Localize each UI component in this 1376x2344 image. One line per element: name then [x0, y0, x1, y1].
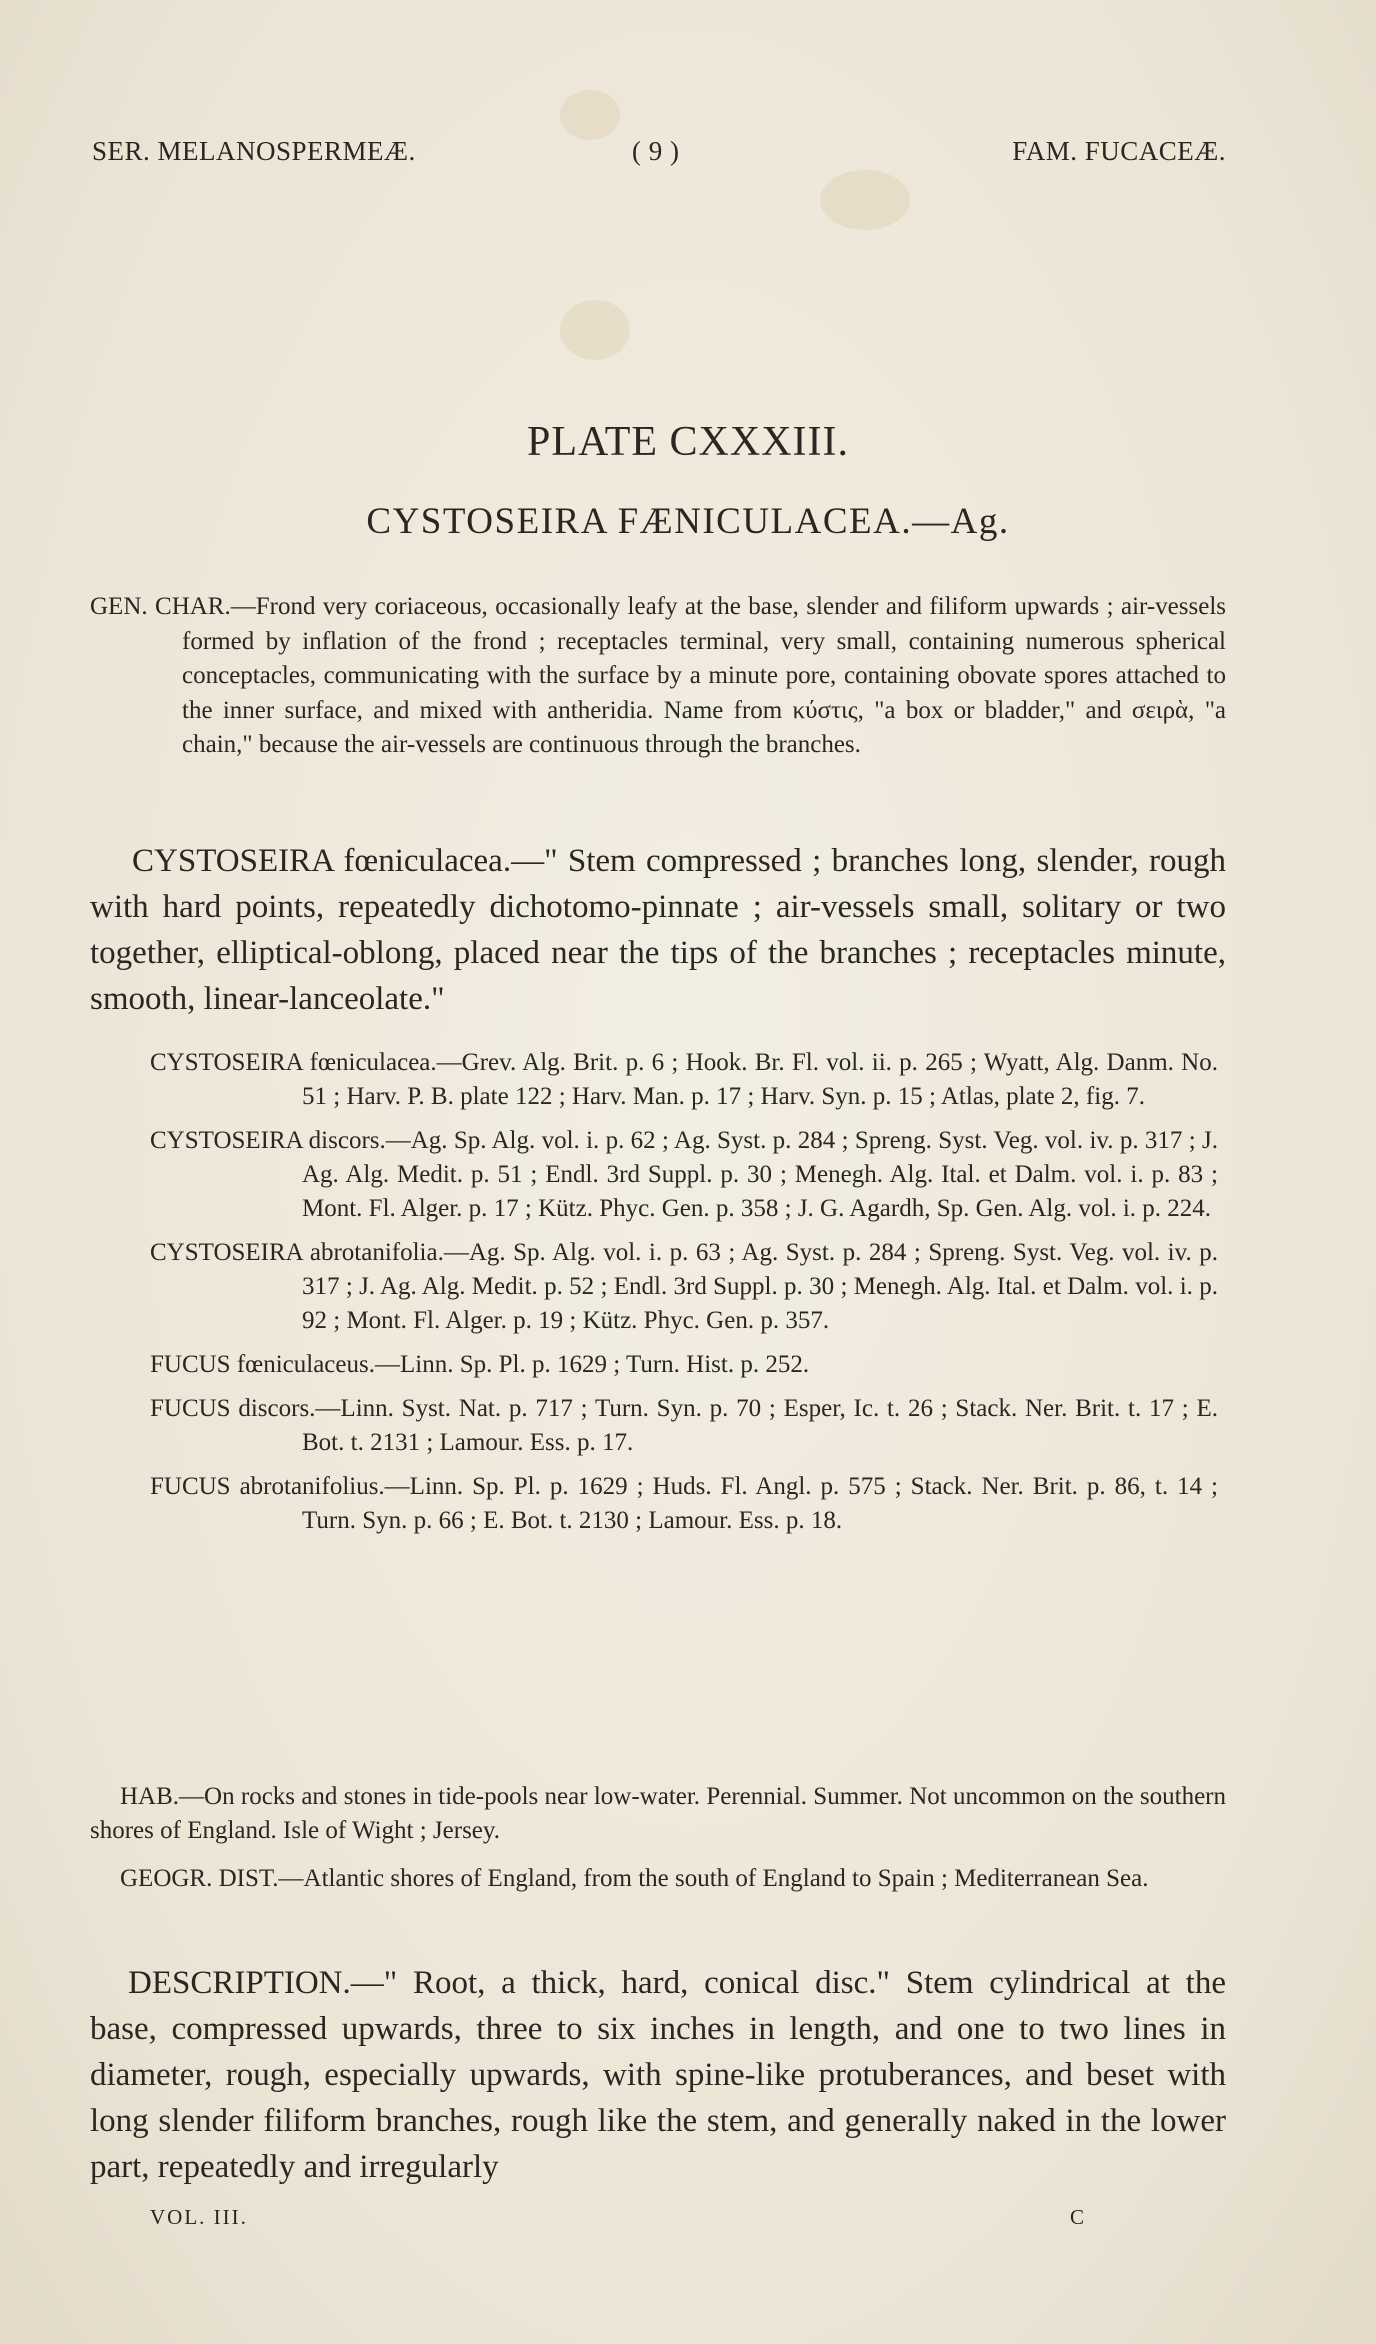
- generic-character-text: GEN. CHAR.—Frond very coriaceous, occasionally leafy at the base, slender and filiform upwards ; air-vessels formed by inflation of the frond ; receptacles terminal, very small, containing numerous spherical conceptacles, communicating with the surface by a minute pore, containing obovate spores attached to the inner surface, and mixed with antheridia. Name from κύστις, "a box or bladder," and σειρὰ, "a chain," because the air-vessels are continuous through the branches.: [90, 593, 1226, 758]
- synonym-entry: CYSTOSEIRA fœniculacea.—Grev. Alg. Brit. p. 6 ; Hook. Br. Fl. vol. ii. p. 265 ; Wyatt, Alg. Danm. No. 51 ; Harv. P. B. plate 122 ; Harv. Man. p. 17 ; Harv. Syn. p. 15 ; Atlas, plate 2, fig. 7.: [150, 1049, 1218, 1110]
- diagnosis-text: CYSTOSEIRA fœniculacea.—" Stem compressed ; branches long, slender, rough with hard points, repeatedly dichotomo-pinnate ; air-vessels small, solitary or two together, elliptical-oblong, placed near the tips of the branches ; receptacles minute, smooth, linear-lanceolate.": [90, 843, 1226, 1017]
- synonymy-list: [150, 1046, 1218, 1548]
- page-number: ( 9 ): [632, 136, 680, 166]
- synonym-entry: CYSTOSEIRA abrotanifolia.—Ag. Sp. Alg. vol. i. p. 63 ; Ag. Syst. p. 284 ; Spreng. Syst. Veg. vol. iv. p. 317 ; J. Ag. Alg. Medit. p. 52 ; Endl. 3rd Suppl. p. 30 ; Menegh. Alg. Ital. et Dalm. vol. i. p. 92 ; Mont. Fl. Alger. p. 19 ; Kütz. Phyc. Gen. p. 357.: [150, 1239, 1218, 1334]
- synonym-entry: CYSTOSEIRA discors.—Ag. Sp. Alg. vol. i. p. 62 ; Ag. Syst. p. 284 ; Spreng. Syst. Veg. vol. iv. p. 317 ; J. Ag. Alg. Medit. p. 51 ; Endl. 3rd Suppl. p. 30 ; Menegh. Alg. Ital. et Dalm. vol. i. p. 83 ; Mont. Fl. Alger. p. 17 ; Kütz. Phyc. Gen. p. 358 ; J. G. Agardh, Sp. Gen. Alg. vol. i. p. 224.: [150, 1127, 1218, 1222]
- distribution-text: GEOGR. DIST.—Atlantic shores of England, from the south of England to Spain ; Mediterranean Sea.: [120, 1865, 1149, 1892]
- foxing-stain: [820, 170, 910, 230]
- family-heading: FAM. FUCACEÆ.: [1012, 136, 1226, 166]
- description: [90, 1960, 1226, 2190]
- habitat-distribution: [90, 1780, 1226, 1910]
- signature-mark: C: [1069, 2205, 1086, 2229]
- species-title: CYSTOSEIRA FÆNICULACEA.—Ag.: [366, 501, 1010, 542]
- habitat-text: HAB.—On rocks and stones in tide-pools near low-water. Perennial. Summer. Not uncommon on the southern shores of England. Isle of Wight ; Jersey.: [90, 1783, 1226, 1844]
- series-heading: SER. MELANOSPERMEÆ.: [92, 136, 416, 166]
- synonym-entry: FUCUS fœniculaceus.—Linn. Sp. Pl. p. 1629 ; Turn. Hist. p. 252.: [150, 1351, 810, 1378]
- volume-label: VOL. III.: [150, 2205, 248, 2229]
- generic-character: [90, 590, 1226, 763]
- synonym-entry: FUCUS abrotanifolius.—Linn. Sp. Pl. p. 1629 ; Huds. Fl. Angl. p. 575 ; Stack. Ner. Brit. p. 86, t. 14 ; Turn. Syn. p. 66 ; E. Bot. t. 2130 ; Lamour. Ess. p. 18.: [150, 1473, 1218, 1534]
- foxing-stain: [560, 90, 620, 140]
- foxing-stain: [560, 300, 630, 360]
- description-text: DESCRIPTION.—" Root, a thick, hard, conical disc." Stem cylindrical at the base, compressed upwards, three to six inches in length, and one to two lines in diameter, rough, especially upwards, with spine-like protuberances, and beset with long slender filiform branches, rough like the stem, and generally naked in the lower part, repeatedly and irregularly: [90, 1965, 1226, 2185]
- synonym-entry: FUCUS discors.—Linn. Syst. Nat. p. 717 ; Turn. Syn. p. 70 ; Esper, Ic. t. 26 ; Stack. Ner. Brit. t. 17 ; E. Bot. t. 2131 ; Lamour. Ess. p. 17.: [150, 1395, 1218, 1456]
- diagnosis: [90, 838, 1226, 1022]
- plate-title: PLATE CXXXIII.: [527, 419, 849, 465]
